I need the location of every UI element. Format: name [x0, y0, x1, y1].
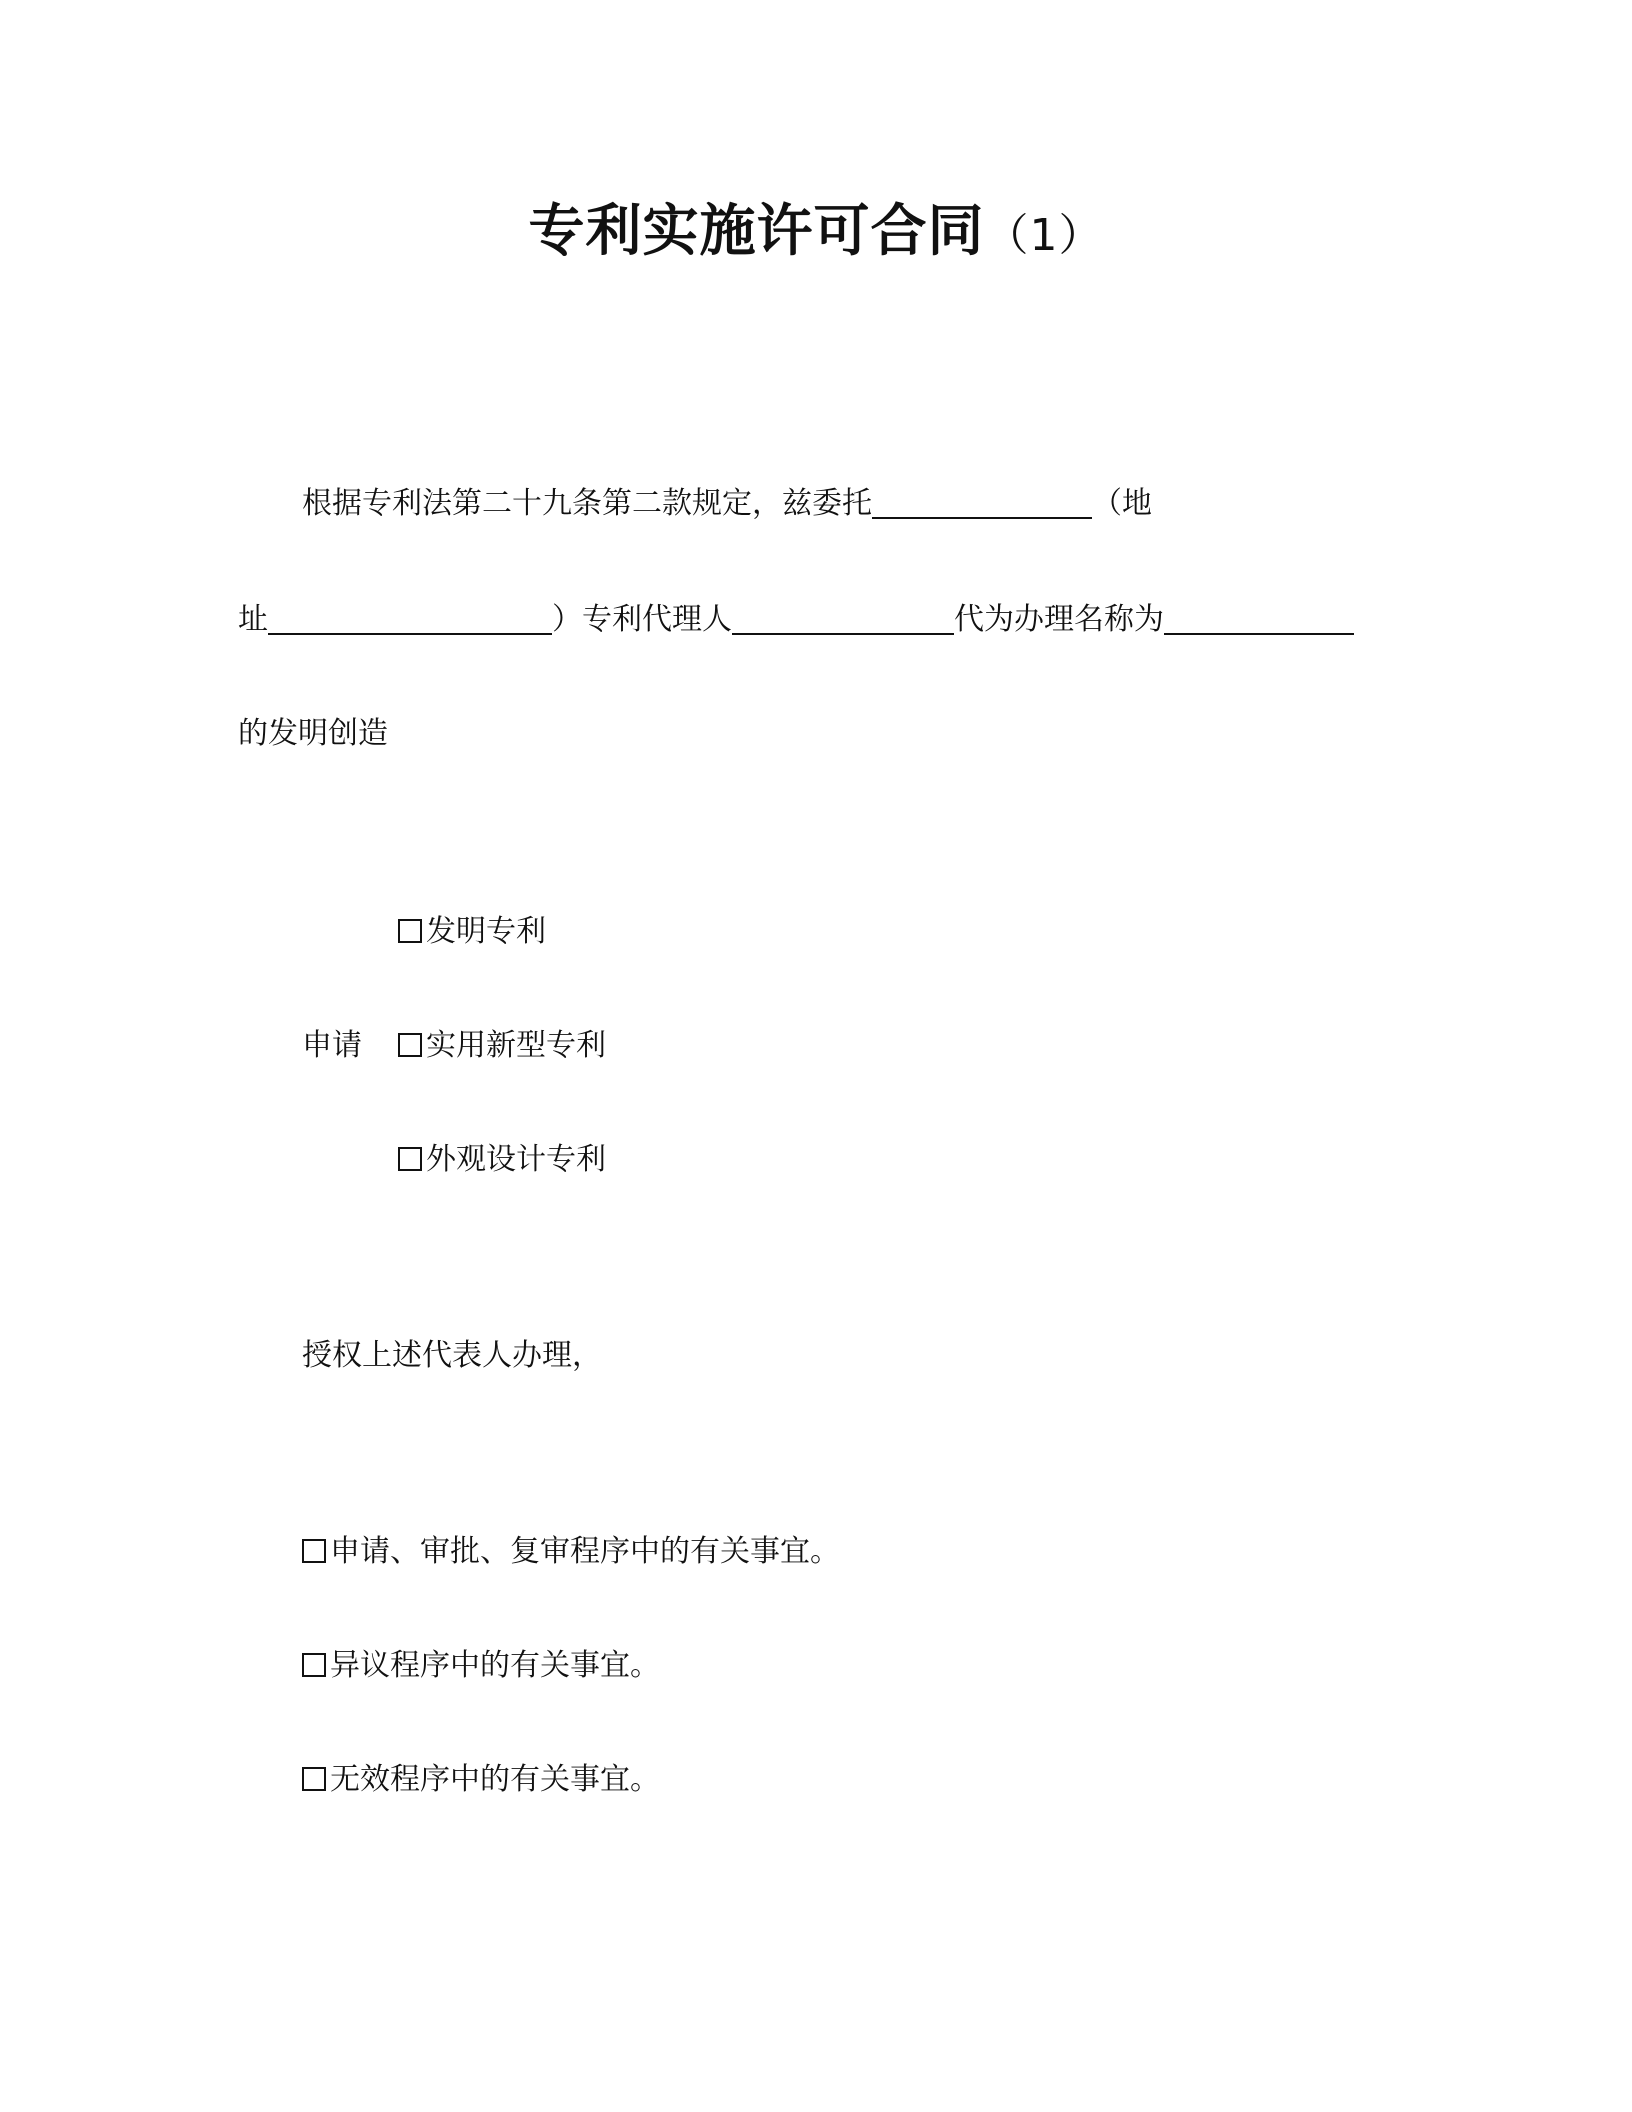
agency-blank [872, 485, 1092, 519]
address-blank [268, 601, 552, 635]
application-label: 申请 [302, 1028, 362, 1063]
authorization-item-3 [302, 1760, 660, 1800]
paragraph-line-2 [238, 600, 1354, 640]
option-label: 发明专利 [426, 914, 546, 949]
paragraph-line-1 [302, 484, 1152, 524]
checkbox[interactable] [398, 919, 422, 943]
invention-name-blank [1164, 601, 1354, 635]
option-utility-model [398, 1026, 606, 1066]
option-label: 实用新型专利 [426, 1028, 606, 1063]
authorization-item-2 [302, 1646, 660, 1686]
document-title [0, 196, 1632, 272]
paragraph-text: 根据专利法第二十九条第二款规定，兹委托 [302, 486, 872, 521]
checkbox[interactable] [302, 1767, 326, 1791]
paragraph-text: （地 [1092, 486, 1152, 521]
checkbox[interactable] [302, 1653, 326, 1677]
item-label: 申请、审批、复审程序中的有关事宜。 [330, 1534, 840, 1569]
paragraph-text: ）专利代理人 [552, 602, 732, 637]
checkbox[interactable] [398, 1033, 422, 1057]
item-label: 无效程序中的有关事宜。 [330, 1762, 660, 1797]
checkbox[interactable] [398, 1147, 422, 1171]
checkbox[interactable] [302, 1539, 326, 1563]
paragraph-text: 代为办理名称为 [954, 602, 1164, 637]
option-label: 外观设计专利 [426, 1142, 606, 1177]
paragraph-line-3 [238, 714, 388, 754]
option-design-patent [398, 1140, 606, 1180]
paragraph-text: 址 [238, 602, 268, 637]
option-invention-patent [398, 912, 546, 952]
title-suffix: （1） [984, 210, 1104, 261]
paragraph-text: 的发明创造 [238, 716, 388, 751]
item-label: 异议程序中的有关事宜。 [330, 1648, 660, 1683]
authorization-item-1 [302, 1532, 840, 1572]
title-main: 专利实施许可合同 [528, 199, 985, 264]
authorization-intro: 授权上述代表人办理， [302, 1338, 602, 1373]
agent-blank [732, 601, 954, 635]
